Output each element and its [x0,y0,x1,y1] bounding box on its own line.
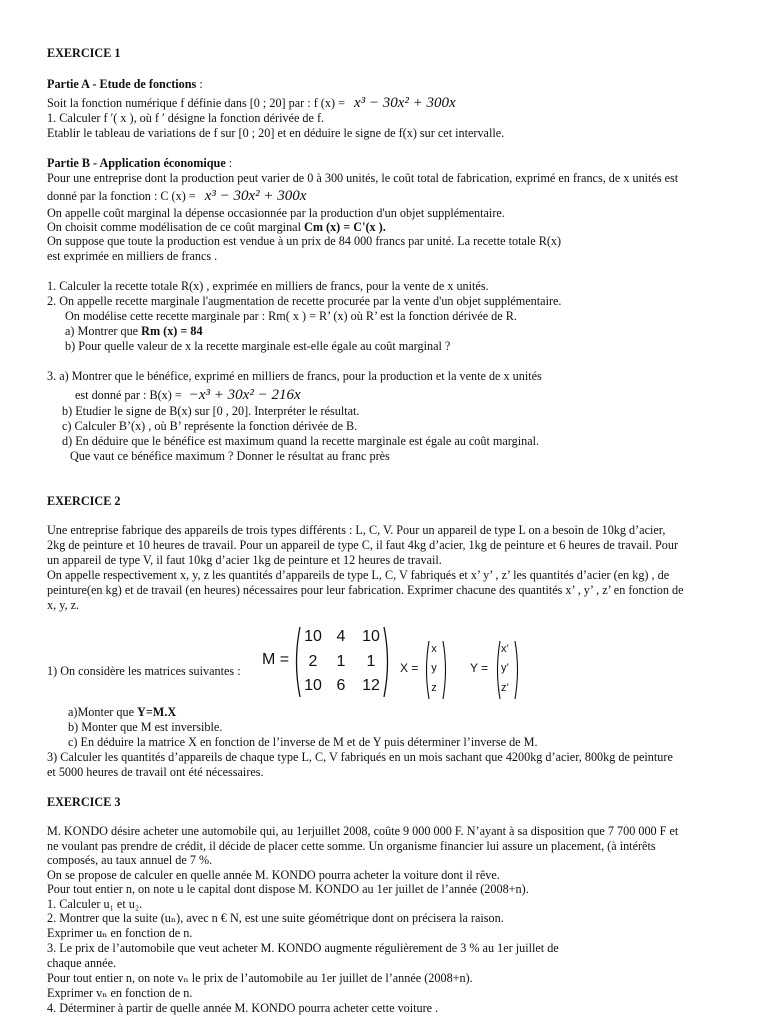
ex2-qa: a)Monter que Y=M.X [68,705,177,719]
ex2-p5: peinture(en kg) et de travail (en heures) nécessaires pour leur fabrication. Exprimer chacune des quantités x’ , y’ , z’ en fonction de [47,583,684,597]
ex1-q2c: a) Montrer que Rm (x) = 84 [65,324,203,338]
benefit-formula: −x³ + 30x² − 216x [188,387,301,403]
ex1-b1: Pour une entreprise dont la production peut varier de 0 à 300 unités, le coût total de fabrication, exprimé en francs, de x unités est [47,171,679,185]
vector-x-cell: z [431,682,437,694]
vector-y [470,640,522,700]
ex1-q3: 3. a) Montrer que le bénéfice, exprimé en milliers de francs, pour la production et la vente de x unités [47,369,542,383]
cm-formula: Cm (x) = C'(x ). [304,220,386,234]
ex1-b3: On appelle coût marginal la dépense occasionnée par la production d'un objet supplémentaire. [47,206,505,220]
matrix-m-cell: 10 [304,677,322,694]
ex1-title: EXERCICE 1 [47,46,121,60]
matrix-m-label: M = [262,651,290,668]
matrix-m-cell: 6 [336,677,346,694]
ex1-q3b: est donné par : B(x) = −x³ + 30x² − 216x [75,387,301,403]
ex1-fdef: Soit la fonction numérique f définie dans [0 ; 20] par : f (x) = x³ − 30x² + 300x [47,95,456,111]
fdef-formula: x³ − 30x² + 300x [354,95,456,111]
ex3-l6: 1. Calculer u₁ et u₂. [47,897,143,911]
ex1-q2: 2. On appelle recette marginale l'augmentation de recette procurée par la vente d'un objet supplémentaire. [47,294,562,308]
ex2-q1: 1) On considère les matrices suivantes : [47,664,241,678]
ex3-l9: 3. Le prix de l’automobile que veut acheter M. KONDO augmente régulièrement de 3 % au 1er juillet de [47,941,559,955]
ex3-l12: Exprimer vₙ en fonction de n. [47,986,193,1000]
ex3-l13: 4. Déterminer à partir de quelle année M. KONDO pourra acheter cette voiture . [47,1001,439,1015]
ex1-b6: est exprimée en milliers de francs . [47,249,218,263]
ex1-partA-heading: Partie A - Etude de fonctions : [47,77,203,91]
vector-y-label: Y = [470,661,489,675]
ex2-p1: Une entreprise fabrique des appareils de trois types différents : L, C, V. Pour un appareil de type L on a besoin de 10kg d’acier, [47,523,666,537]
ex2-qc: c) En déduire la matrice X en fonction de l’inverse de M et de Y puis déterminer l’inverse de M. [68,735,538,749]
ex1-q3d: c) Calculer B’(x) , où B’ représente la fonction dérivée de B. [62,419,358,433]
y-eq-mx: Y=M.X [137,705,177,719]
matrix-m-cell: 10 [362,628,380,645]
ex1-b5: On suppose que toute la production est vendue à un prix de 84 000 francs par unité. La recette totale R(x) [47,234,562,248]
ex3-l3: composés, au taux annuel de 7 %. [47,853,213,867]
ex1-q3f: Que vaut ce bénéfice maximum ? Donner le résultat au franc près [70,449,390,463]
ex1-q2b: On modélise cette recette marginale par : Rm( x ) = R’ (x) où R’ est la fonction dérivée de R. [65,309,517,323]
ex3-l4: On se propose de calculer en quelle année M. KONDO pourra acheter la voiture dont il rêve. [47,868,500,882]
ex1-a2: Etablir le tableau de variations de f sur [0 ; 20] et en déduire le signe de f(x) sur cet intervalle. [47,126,505,140]
ex1-a1: 1. Calculer f ′( x ), où f ′ désigne la fonction dérivée de f. [47,111,325,125]
vector-y-cell: z’ [501,682,509,694]
rm-formula: Rm (x) = 84 [141,324,203,338]
ex2-p6: x, y, z. [47,598,80,612]
vector-x [400,640,450,700]
ex3-l10: chaque année. [47,956,117,970]
vector-x-cell: y [431,662,437,674]
matrix-m-cell: 10 [304,628,322,645]
ex2-p3: un appareil de type V, il faut 10kg d’acier 1kg de peinture et 12 heures de travail. [47,553,442,567]
ex1-q2d: b) Pour quelle valeur de x la recette marginale est-elle égale au coût marginal ? [65,339,451,353]
ex3-l11: Pour tout entier n, on note vₙ le prix de l’automobile au 1er juillet de l’année (2008+n). [47,971,473,985]
matrix-m-cell: 12 [362,677,380,694]
ex1-b2: donné par la fonction : C (x) = x³ − 30x² + 300x [47,188,307,204]
vector-y-cell: x’ [501,643,509,655]
matrix-m-cell: 4 [336,628,346,645]
ex1-q1: 1. Calculer la recette totale R(x) , exprimée en milliers de francs, pour la vente de x unités. [47,279,489,293]
vector-x-label: X = [400,661,419,675]
ex3-l7: 2. Montrer que la suite (uₙ), avec n € N, est une suite géométrique dont on précisera la raison. [47,911,504,925]
partB-title: Partie B - Application économique [47,156,226,170]
ex2-qb: b) Monter que M est inversible. [68,720,223,734]
cost-formula: x³ − 30x² + 300x [204,188,307,204]
partA-title: Partie A - Etude de fonctions [47,77,197,91]
matrix-m-cell: 1 [366,653,376,670]
ex1-b4: On choisit comme modélisation de ce coût marginal Cm (x) = C'(x ). [47,220,386,234]
vector-y-cell: y’ [501,662,509,674]
ex2-title: EXERCICE 2 [47,494,121,508]
ex1-partB-heading: Partie B - Application économique : [47,156,233,170]
matrix-m-cell: 2 [308,653,318,670]
ex3-title: EXERCICE 3 [47,795,121,809]
ex2-p2: 2kg de peinture et 10 heures de travail. Pour un appareil de type C, il faut 4kg d’acier, 1kg de peinture et 6 heures de travail. Pour [47,538,679,552]
vector-x-cell: x [431,643,437,655]
ex2-p4: On appelle respectivement x, y, z les quantités d’appareils de type L, C, V fabriqués et x’ y’ , z’ les quantités d’acier (en kg) , de [47,568,670,582]
ex1-q3e: d) En déduire que le bénéfice est maximum quand la recette marginale est égale au coût marginal. [62,434,540,448]
ex3-l2: ne voulant pas prendre de crédit, il décide de placer cette somme. Un organisme financier lui assure un placement, (à intérêts [47,839,656,853]
vector-x-right-paren [442,640,449,700]
ex3-l1: M. KONDO désire acheter une automobile qui, au 1erjuillet 2008, coûte 9 000 000 F. N’ayant à sa disposition que 7 700 000 F et [47,824,679,838]
ex3-l5: Pour tout entier n, on note u le capital dont dispose M. KONDO au 1er juillet de l’année (2008+n). [47,882,529,896]
ex3-l8: Exprimer uₙ en fonction de n. [47,926,193,940]
vector-y-right-paren [514,640,521,700]
matrix-m-cell: 1 [336,653,346,670]
matrix-m [262,626,392,698]
ex1-q3c: b) Etudier le signe de B(x) sur [0 , 20]. Interpréter le résultat. [62,404,360,418]
ex2-q3: 3) Calculer les quantités d’appareils de chaque type L, C, V fabriqués en un mois sachant que 4200kg d’acier, 800kg de peinture [47,750,673,764]
ex2-q3b: et 5000 heures de travail ont été nécessaires. [47,765,264,779]
